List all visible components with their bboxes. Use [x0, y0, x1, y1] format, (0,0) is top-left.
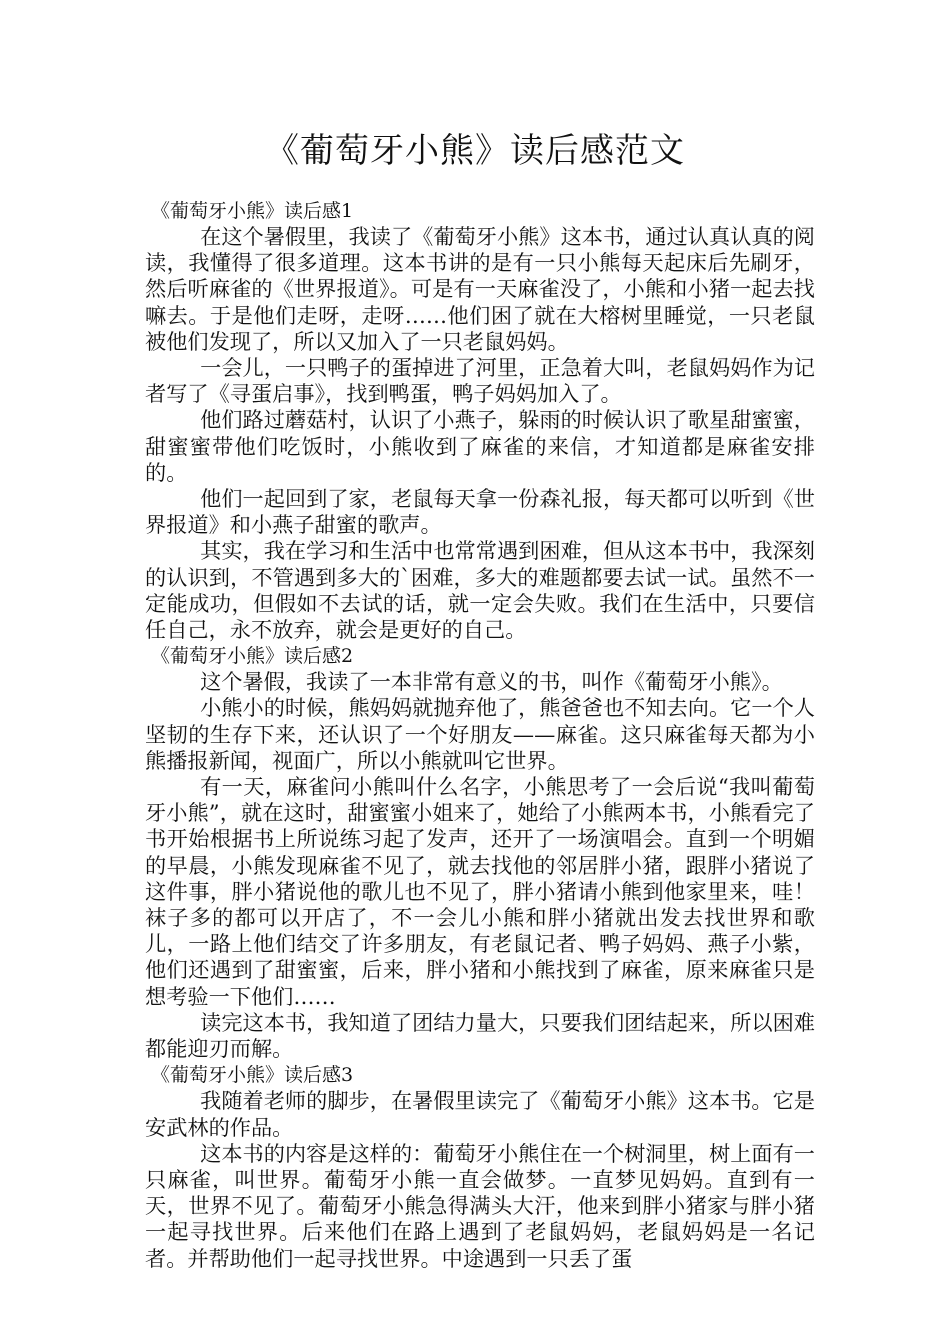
paragraph: 小熊小的时候，熊妈妈就抛弃他了，熊爸爸也不知去向。它一个人坚韧的生存下来，还认识了一个好朋友——麻雀。这只麻雀每天都为小熊播报新闻，视面广，所以小熊就叫它世界。 — [145, 695, 815, 773]
document-title: 《葡萄牙小熊》读后感范文 — [265, 131, 685, 171]
document-body — [145, 198, 815, 1272]
section-heading: 《葡萄牙小熊》读后感2 — [151, 645, 354, 668]
paragraph: 这个暑假，我读了一本非常有意义的书，叫作《葡萄牙小熊》。 — [200, 669, 783, 695]
paragraph: 其实，我在学习和生活中也常常遇到困难，但从这本书中，我深刻的认识到，不管遇到多大的`困难，多大的难题都要去试一试。虽然不一定能成功，但假如不去试的话，就一定会失败。我们在生活中，只要信任自己，永不放弃，就会是更好的自己。 — [145, 538, 815, 643]
section-heading: 《葡萄牙小熊》读后感1 — [151, 200, 354, 222]
paragraph: 在这个暑假里，我读了《葡萄牙小熊》这本书，通过认真认真的阅读，我懂得了很多道理。这本书讲的是有一只小熊每天起床后先刷牙，然后听麻雀的《世界报道》。可是有一天麻雀没了，小熊和小猪一起去找嘛去。于是他们走呀，走呀……他们困了就在大榕树里睡觉，一只老鼠被他们发现了，所以又加入了一只老鼠妈妈。 — [145, 224, 815, 354]
paragraph: 一会儿，一只鸭子的蛋掉进了河里，正急着大叫，老鼠妈妈作为记者写了《寻蛋启事》，找到鸭蛋，鸭子妈妈加入了。 — [145, 355, 815, 407]
paragraph: 他们一起回到了家，老鼠每天拿一份森礼报，每天都可以听到《世界报道》和小燕子甜蜜的歌声。 — [145, 486, 815, 538]
section-heading: 《葡萄牙小熊》读后感3 — [151, 1064, 354, 1087]
paragraph: 这本书的内容是这样的：葡萄牙小熊住在一个树洞里，树上面有一只麻雀，叫世界。葡萄牙小熊一直会做梦。一直梦见妈妈。直到有一天，世界不见了。葡萄牙小熊急得满头大汗，他来到胖小猪家与胖小猪一起寻找世界。后来他们在路上遇到了老鼠妈妈，老鼠妈妈是一名记者。并帮助他们一起寻找世界。中途遇到一只丢了蛋 — [145, 1140, 815, 1271]
paragraph: 我随着老师的脚步，在暑假里读完了《葡萄牙小熊》这本书。它是安武林的作品。 — [145, 1088, 815, 1140]
paragraph: 有一天，麻雀问小熊叫什么名字，小熊思考了一会后说“我叫葡萄牙小熊”，就在这时，甜蜜蜜小姐来了，她给了小熊两本书，小熊看完了书开始根据书上所说练习起了发声，还开了一场演唱会。直到一个明媚的早晨，小熊发现麻雀不见了，就去找他的邻居胖小猪，跟胖小猪说了这件事，胖小猪说他的歌儿也不见了，胖小猪请小熊到他家里来，哇！袜子多的都可以开店了，不一会儿小熊和胖小猪就出发去找世界和歌儿，一路上他们结交了许多朋友，有老鼠记者、鸭子妈妈、燕子小紫，他们还遇到了甜蜜蜜，后来，胖小猪和小熊找到了麻雀，原来麻雀只是想考验一下他们…… — [145, 774, 815, 1009]
paragraph: 读完这本书，我知道了团结力量大，只要我们团结起来，所以困难都能迎刃而解。 — [145, 1009, 815, 1062]
paragraph: 他们路过蘑菇村，认识了小燕子，躲雨的时候认识了歌星甜蜜蜜，甜蜜蜜带他们吃饭时，小熊收到了麻雀的来信，才知道都是麻雀安排的。 — [145, 407, 815, 485]
